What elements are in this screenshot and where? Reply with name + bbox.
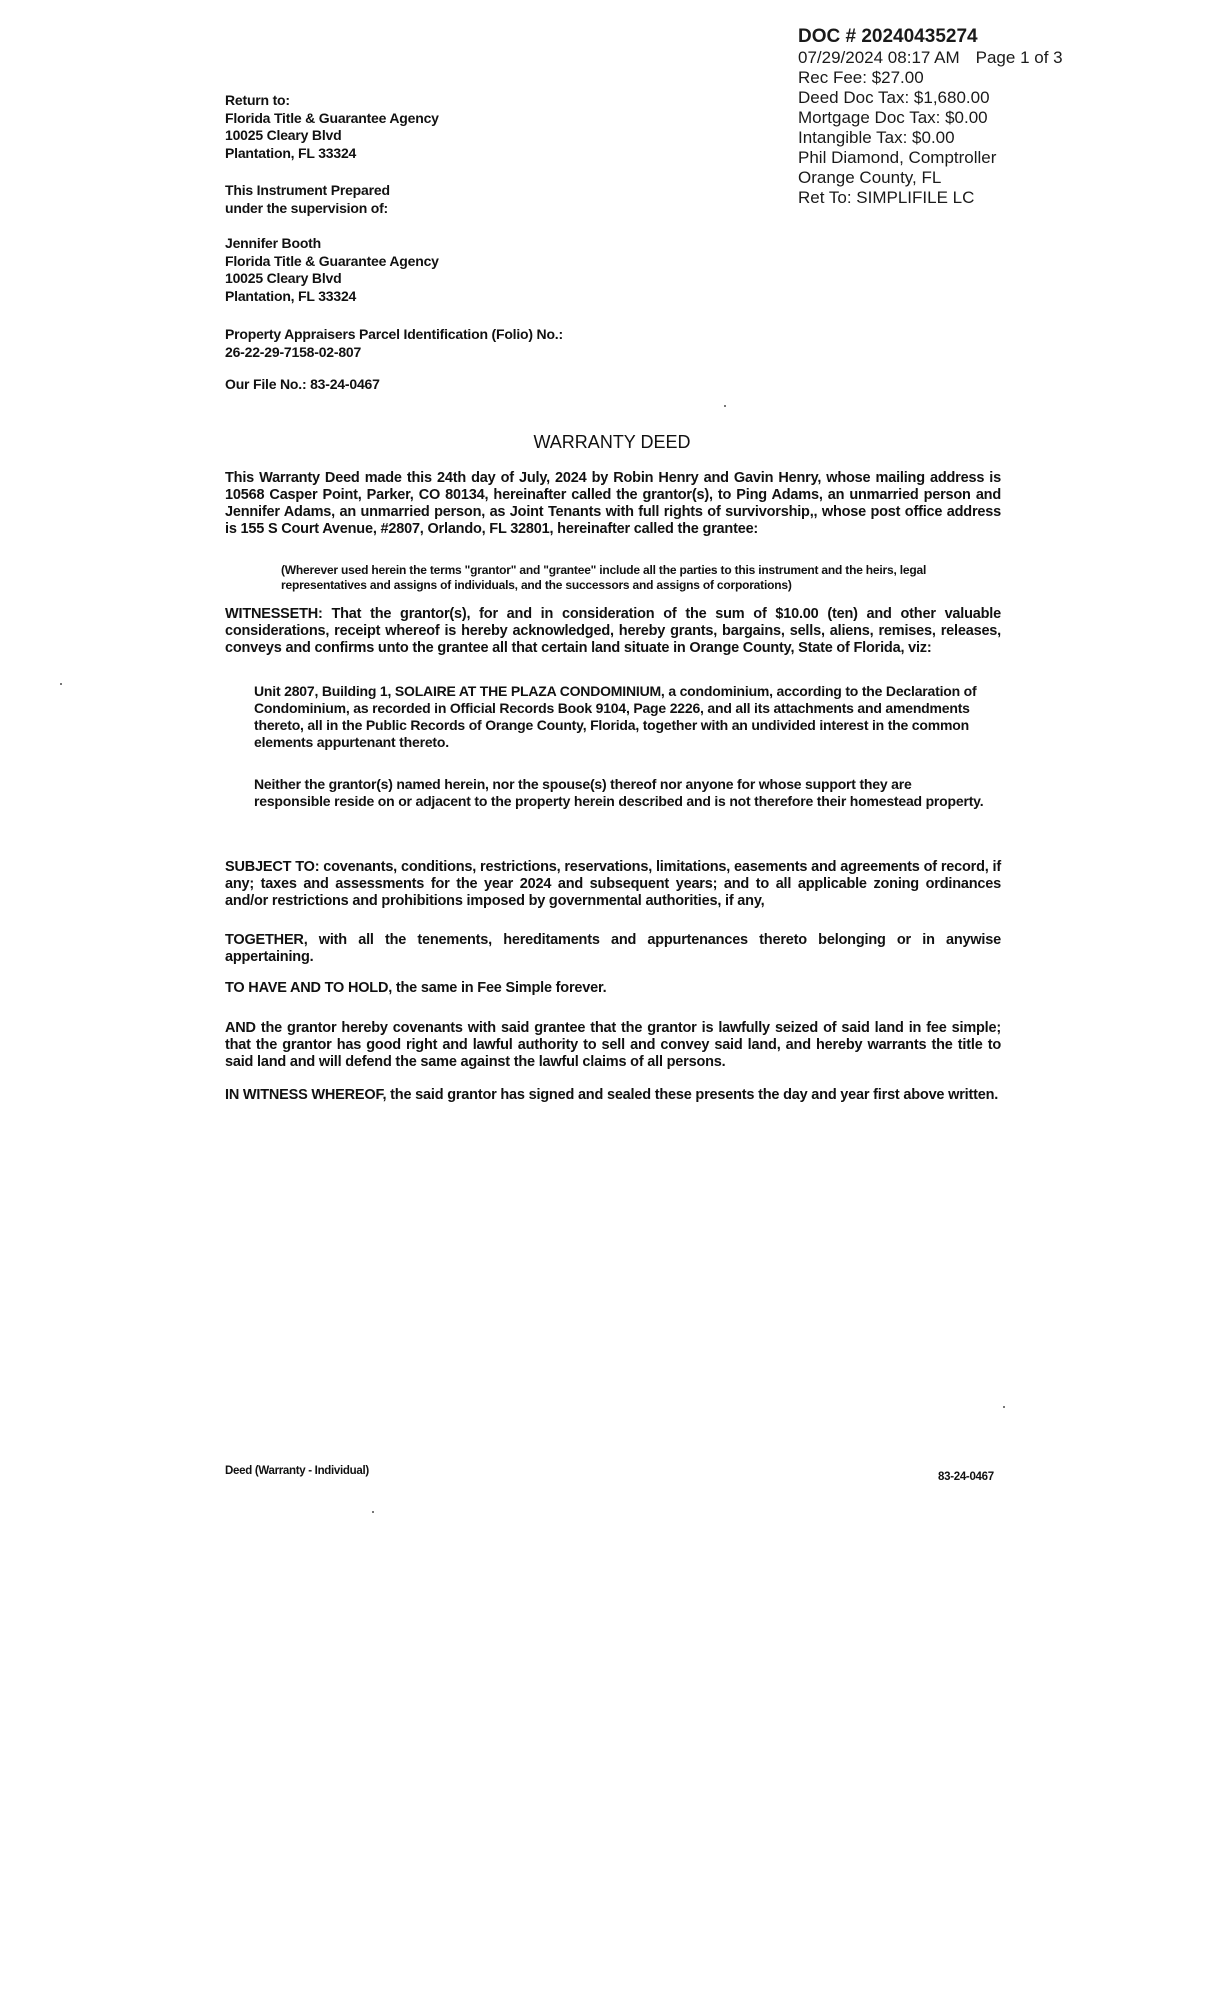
scan-speck — [1003, 1406, 1005, 1408]
stamp-rec-fee: Rec Fee: $27.00 — [798, 68, 924, 87]
preparer-company: Florida Title & Guarantee Agency — [225, 252, 439, 269]
preparer-city: Plantation, FL 33324 — [225, 287, 357, 304]
stamp-ret-to: Ret To: SIMPLIFILE LC — [798, 188, 975, 207]
footer-file-number: 83-24-0467 — [938, 1471, 994, 1483]
return-to-label: Return to: — [225, 92, 290, 108]
legal-description: Unit 2807, Building 1, SOLAIRE AT THE PLAZA CONDOMINIUM, a condominium, according to the Declaration of Condominium, as recorded in Official Records Book 9104, Page 2226, and all its attachments and amendments thereto, all in the Public Records of Orange County, Florida, together with an undivided interest in the common elements appurtenant thereto. — [254, 683, 977, 750]
return-to-block — [225, 92, 439, 162]
scan-speck — [60, 683, 62, 685]
together-paragraph: TOGETHER, with all the tenements, hereditaments and appurtenances thereto belonging or in anywise appertaining. — [225, 932, 1001, 965]
intro-paragraph: This Warranty Deed made this 24th day of July, 2024 by Robin Henry and Gavin Henry, whose mailing address is 10568 Casper Point, Parker, CO 80134, hereinafter called the grantor(s), to Ping Adams, an unmarried person and Jennifer Adams, an unmarried person, as Joint Tenants with full rights of survivorship,, whose post office address is 155 S Court Avenue, #2807, Orlando, FL 32801, hereinafter called the grantee: — [225, 470, 1001, 537]
parcel-label: Property Appraisers Parcel Identification (Folio) No.: — [225, 326, 563, 342]
stamp-comptroller: Phil Diamond, Comptroller — [798, 148, 997, 167]
stamp-page: Page 1 of 3 — [975, 48, 1063, 67]
witnesseth-paragraph: WITNESSETH: That the grantor(s), for and in consideration of the sum of $10.00 (ten) and other valuable considerations, receipt whereof is hereby acknowledged, hereby grants, bargains, sells, aliens, remises, releases, conveys and confirms unto the grantee all that certain land situate in Orange County, State of Florida, viz: — [225, 606, 1001, 656]
doc-number: DOC # 20240435274 — [798, 26, 978, 47]
to-have-paragraph: TO HAVE AND TO HOLD, the same in Fee Simple forever. — [225, 980, 607, 996]
parcel-number: 26-22-29-7158-02-807 — [225, 343, 362, 360]
parcel-block — [225, 326, 563, 361]
stamp-date-line — [798, 48, 1063, 68]
covenants-paragraph: AND the grantor hereby covenants with said grantee that the grantor is lawfully seized of said land in fee simple; that the grantor has good right and lawful authority to sell and convey said land, and hereby warrants the title to said land and will defend the same against the lawful claims of all persons. — [225, 1020, 1001, 1070]
return-to-street: 10025 Cleary Blvd — [225, 127, 342, 143]
file-number: Our File No.: 83-24-0467 — [225, 376, 380, 392]
in-witness-paragraph: IN WITNESS WHEREOF, the said grantor has signed and sealed these presents the day and year first above written. — [225, 1087, 999, 1103]
preparer-name: Jennifer Booth — [225, 235, 321, 251]
stamp-datetime: 07/29/2024 08:17 AM — [798, 48, 960, 67]
prepared-line2: under the supervision of: — [225, 199, 389, 216]
subject-to-paragraph: SUBJECT TO: covenants, conditions, restrictions, reservations, limitations, easements and agreements of record, if any; taxes and assessments for the year 2024 and subsequent years; and to all applicable zoning ordinances and/or restrictions and prohibitions imposed by governmental authorities, if any, — [225, 859, 1001, 909]
prepared-by-block — [225, 182, 439, 305]
stamp-intangible-tax: Intangible Tax: $0.00 — [798, 128, 955, 147]
scan-speck — [724, 405, 726, 407]
footer-form-name: Deed (Warranty - Individual) — [225, 1465, 369, 1477]
stamp-mortgage-doc-tax: Mortgage Doc Tax: $0.00 — [798, 108, 988, 127]
stamp-deed-doc-tax: Deed Doc Tax: $1,680.00 — [798, 88, 990, 107]
preparer-street: 10025 Cleary Blvd — [225, 270, 342, 286]
return-to-company: Florida Title & Guarantee Agency — [225, 109, 439, 126]
scan-speck — [372, 1511, 374, 1513]
return-to-city: Plantation, FL 33324 — [225, 144, 357, 161]
document-title: WARRANTY DEED — [533, 432, 691, 452]
stamp-county: Orange County, FL — [798, 168, 942, 187]
recording-stamp — [798, 26, 1063, 208]
prepared-line1: This Instrument Prepared — [225, 182, 390, 198]
homestead-paragraph: Neither the grantor(s) named herein, nor the spouse(s) thereof nor anyone for whose support they are responsible reside on or adjacent to the property herein described and is not therefore their homestead property. — [254, 776, 984, 809]
definition-note: (Wherever used herein the terms "grantor" and "grantee" include all the parties to this instrument and the heirs, legal representatives and assigns of individuals, and the successors and assigns of corporations) — [281, 563, 927, 592]
